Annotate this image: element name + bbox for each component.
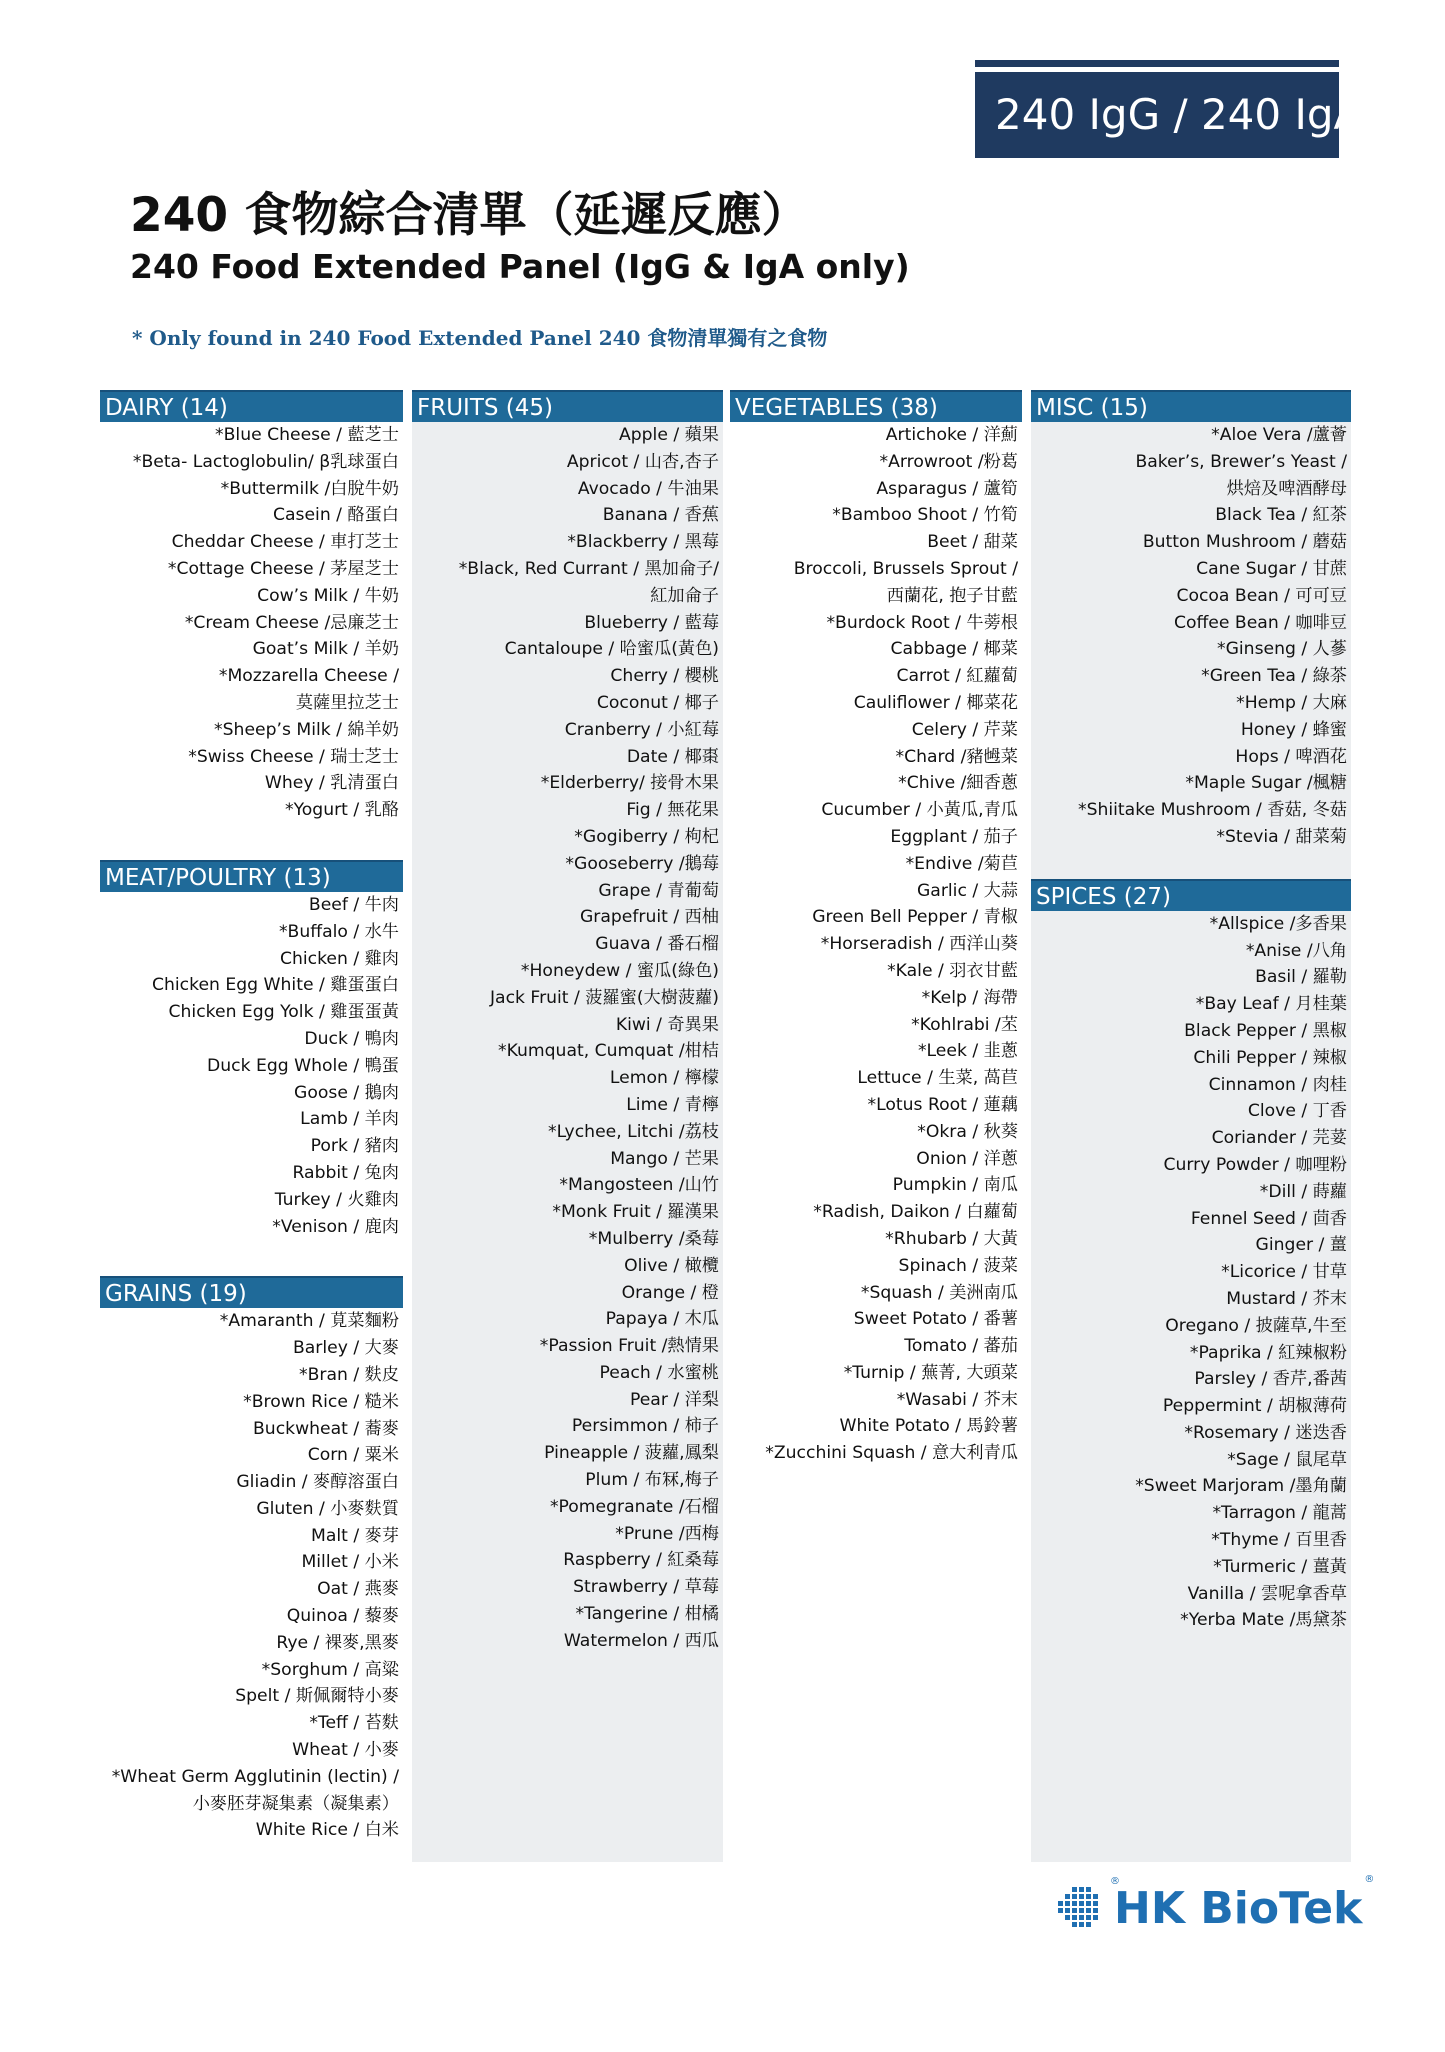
list-item: Goose / 鵝肉 — [294, 1082, 399, 1103]
list-item: Cucumber / 小黃瓜,青瓜 — [821, 800, 1018, 821]
hk-biotek-logo — [1058, 1874, 1375, 1938]
list-item: Black Tea / 紅茶 — [1215, 505, 1347, 526]
list-item: Baker’s, Brewer’s Yeast / — [1135, 451, 1347, 472]
section-header-misc: MISC (15) — [1031, 390, 1351, 422]
list-item: *Prune /西梅 — [615, 1523, 719, 1544]
section-vegetables — [730, 390, 1022, 1467]
list-vegetables — [730, 422, 1022, 1467]
list-item: Turkey / 火雞肉 — [274, 1189, 399, 1210]
list-fruits — [412, 422, 723, 1655]
list-item: *Lotus Root / 蓮藕 — [867, 1094, 1018, 1115]
list-item: *Kohlrabi /苤 — [911, 1014, 1018, 1035]
list-item: Cabbage / 椰菜 — [890, 639, 1018, 660]
list-item: Curry Powder / 咖哩粉 — [1163, 1154, 1347, 1175]
list-item: *Squash / 美洲南瓜 — [860, 1282, 1018, 1303]
list-item: Ginger / 薑 — [1255, 1235, 1347, 1256]
list-item: Fennel Seed / 茴香 — [1190, 1208, 1347, 1229]
list-item: Whey / 乳清蛋白 — [264, 773, 399, 794]
list-item: Eggplant / 茄子 — [890, 826, 1018, 847]
exclusive-note: * Only found in 240 Food Extended Panel 240 食物清單獨有之食物 — [132, 326, 828, 350]
list-item: Peppermint / 胡椒薄荷 — [1162, 1396, 1347, 1417]
list-item: *Allspice /多香果 — [1209, 913, 1347, 934]
list-item: Clove / 丁香 — [1247, 1101, 1347, 1122]
section-misc — [1031, 390, 1351, 851]
list-item: Onion / 洋蔥 — [916, 1148, 1018, 1169]
list-item: *Teff / 苔麩 — [309, 1713, 399, 1734]
list-item: Black Pepper / 黑椒 — [1184, 1020, 1347, 1041]
list-item: Chili Pepper / 辣椒 — [1193, 1047, 1347, 1068]
list-item: Apple / 蘋果 — [618, 425, 719, 445]
list-item: *Cream Cheese /忌廉芝士 — [184, 612, 399, 633]
list-item: Rabbit / 兔肉 — [292, 1162, 399, 1183]
list-item: Cocoa Bean / 可可豆 — [1176, 585, 1347, 606]
list-item: Mustard / 芥末 — [1226, 1288, 1347, 1309]
list-item: Cheddar Cheese / 車打芝士 — [171, 532, 399, 553]
list-item: *Gogiberry / 枸杞 — [574, 826, 719, 847]
list-meat — [100, 892, 403, 1240]
list-item: *Passion Fruit /熱情果 — [539, 1336, 719, 1357]
list-item: 小麥胚芽凝集素（凝集素） — [192, 1793, 399, 1814]
list-item: Wheat / 小麥 — [292, 1740, 399, 1761]
list-item: Duck / 鴨肉 — [304, 1028, 399, 1049]
panel-banner: 240 IgG / 240 IgA — [975, 72, 1339, 158]
list-item: *Wheat Germ Agglutinin (lectin) / — [111, 1766, 399, 1787]
list-item: Orange / 橙 — [621, 1282, 719, 1303]
list-item: Green Bell Pepper / 青椒 — [812, 907, 1018, 928]
list-item: *Mulberry /桑莓 — [588, 1228, 719, 1249]
list-item: Persimmon / 柿子 — [571, 1416, 719, 1437]
list-item: *Buttermilk /白脫牛奶 — [220, 478, 399, 499]
list-item: *Kale / 羽衣甘藍 — [887, 960, 1018, 981]
list-item: *Cottage Cheese / 茅屋芝士 — [167, 558, 399, 579]
list-item: Quinoa / 藜麥 — [286, 1606, 399, 1627]
list-item: Pork / 豬肉 — [310, 1136, 399, 1157]
list-item: Raspberry / 紅桑莓 — [563, 1550, 719, 1571]
list-item: Chicken Egg Yolk / 雞蛋蛋黃 — [168, 1002, 399, 1023]
column-3 — [730, 390, 1022, 1467]
list-item: Artichoke / 洋薊 — [885, 425, 1018, 445]
list-item: *Rosemary / 迷迭香 — [1184, 1422, 1347, 1443]
list-item: Vanilla / 雲呢拿香草 — [1187, 1583, 1347, 1604]
list-item: Gluten / 小麥麩質 — [256, 1498, 399, 1519]
list-item: 西蘭花, 抱子甘藍 — [886, 585, 1018, 606]
list-item: *Sorghum / 高粱 — [261, 1659, 399, 1680]
list-item: Cantaloupe / 哈蜜瓜(黃色) — [504, 639, 719, 660]
list-item: Fig / 無花果 — [626, 800, 719, 821]
list-item: Cauliflower / 椰菜花 — [853, 692, 1018, 713]
list-item: *Elderberry/ 接骨木果 — [540, 773, 719, 794]
section-dairy — [100, 390, 403, 824]
list-item: Spinach / 菠菜 — [898, 1255, 1018, 1276]
list-item: *Gooseberry /鵝莓 — [565, 853, 719, 874]
list-item: Barley / 大麥 — [292, 1338, 399, 1359]
logo-text-registered: ® — [1364, 1874, 1375, 1885]
list-item: *Swiss Cheese / 瑞士芝士 — [188, 746, 399, 767]
list-item: Banana / 香蕉 — [602, 505, 719, 526]
list-item: *Bran / 麩皮 — [299, 1364, 399, 1385]
list-item: Blueberry / 藍莓 — [584, 612, 719, 633]
section-spices — [1031, 879, 1351, 1635]
column-4 — [1031, 390, 1351, 1862]
list-item: Cinnamon / 肉桂 — [1208, 1074, 1347, 1095]
list-item: Cow’s Milk / 牛奶 — [257, 585, 399, 606]
list-item: *Blue Cheese / 藍芝士 — [215, 425, 399, 445]
list-item: Button Mushroom / 蘑菇 — [1142, 532, 1347, 553]
list-item: *Hemp / 大麻 — [1236, 692, 1347, 713]
list-item: Buckwheat / 蕎麥 — [253, 1418, 399, 1439]
list-item: *Rhubarb / 大黃 — [885, 1228, 1018, 1249]
section-grains — [100, 1276, 403, 1844]
list-item: Malt / 麥芽 — [311, 1525, 399, 1546]
list-item: Mango / 芒果 — [610, 1148, 719, 1169]
list-item: *Bay Leaf / 月桂葉 — [1195, 994, 1347, 1015]
list-item: Plum / 布冧,梅子 — [585, 1470, 719, 1491]
list-item: Casein / 酪蛋白 — [272, 505, 399, 526]
list-item: *Yogurt / 乳酪 — [284, 800, 399, 821]
list-item: *Lychee, Litchi /荔枝 — [547, 1121, 719, 1142]
list-item: *Black, Red Currant / 黑加侖子/ — [458, 558, 719, 579]
list-item: *Turmeric / 薑黃 — [1213, 1556, 1347, 1577]
list-item: *Dill / 蒔蘿 — [1259, 1181, 1347, 1202]
list-item: 莫薩里拉芝士 — [295, 692, 399, 713]
list-item: Jack Fruit / 菠羅蜜(大樹菠蘿) — [489, 987, 719, 1008]
list-item: *Stevia / 甜菜菊 — [1216, 826, 1347, 847]
list-item: Peach / 水蜜桃 — [599, 1362, 719, 1383]
list-item: *Burdock Root / 牛蒡根 — [826, 612, 1018, 633]
list-item: Coconut / 椰子 — [596, 692, 719, 713]
list-item: Kiwi / 奇異果 — [615, 1014, 719, 1035]
list-item: Millet / 小米 — [301, 1552, 399, 1573]
section-header-vegetables: VEGETABLES (38) — [730, 390, 1022, 422]
list-item: *Radish, Daikon / 白蘿蔔 — [813, 1202, 1018, 1223]
section-header-meat: MEAT/POULTRY (13) — [100, 860, 403, 892]
list-item: *Thyme / 百里香 — [1211, 1530, 1347, 1551]
list-item: Chicken Egg White / 雞蛋蛋白 — [152, 975, 399, 996]
list-item: Garlic / 大蒜 — [916, 880, 1018, 901]
list-item: Corn / 粟米 — [307, 1445, 399, 1466]
list-item: *Mozzarella Cheese / — [218, 666, 399, 687]
list-item: *Green Tea / 綠茶 — [1201, 666, 1347, 687]
list-item: *Tangerine / 柑橘 — [575, 1604, 719, 1625]
list-item: Honey / 蜂蜜 — [1240, 719, 1347, 740]
list-item: Coriander / 芫荽 — [1211, 1128, 1347, 1149]
list-item: *Anise /八角 — [1245, 940, 1347, 961]
list-item: *Licorice / 甘草 — [1221, 1262, 1347, 1283]
column-2 — [412, 390, 723, 1862]
section-fruits — [412, 390, 723, 1655]
list-item: Lemon / 檸檬 — [609, 1068, 719, 1089]
list-item: *Kelp / 海帶 — [921, 987, 1018, 1008]
page-title-english: 240 Food Extended Panel (IgG & IgA only) — [130, 247, 910, 286]
list-item: *Aloe Vera /蘆薈 — [1211, 425, 1347, 445]
section-meat — [100, 860, 403, 1240]
list-item: *Wasabi / 芥末 — [896, 1389, 1018, 1410]
list-item: Grapefruit / 西柚 — [579, 907, 719, 928]
list-item: *Bamboo Shoot / 竹筍 — [832, 505, 1018, 526]
list-item: Sweet Potato / 番薯 — [853, 1309, 1018, 1330]
list-item: Asparagus / 蘆筍 — [876, 478, 1018, 499]
list-item: *Endive /菊苣 — [905, 853, 1018, 874]
list-item: White Potato / 馬鈴薯 — [839, 1416, 1018, 1437]
list-item: Cranberry / 小紅莓 — [564, 719, 719, 740]
list-item: *Buffalo / 水牛 — [278, 921, 399, 942]
list-item: Pear / 洋梨 — [629, 1389, 719, 1410]
list-item: Lamb / 羊肉 — [300, 1109, 399, 1130]
list-item: *Beta- Lactoglobulin/ β乳球蛋白 — [132, 451, 399, 472]
logo-mark-registered: ® — [1110, 1876, 1120, 1887]
list-item: 烘焙及啤酒酵母 — [1226, 478, 1347, 499]
list-item: *Turnip / 蕪菁, 大頭菜 — [843, 1362, 1018, 1383]
biotek-dots-icon — [1058, 1885, 1104, 1931]
list-item: Oat / 燕麥 — [317, 1579, 399, 1600]
list-item: *Leek / 韭蔥 — [917, 1041, 1018, 1062]
list-item: *Venison / 鹿肉 — [272, 1216, 399, 1237]
section-header-fruits: FRUITS (45) — [412, 390, 723, 422]
list-spices — [1031, 911, 1351, 1635]
list-item: *Kumquat, Cumquat /柑桔 — [498, 1041, 719, 1062]
list-item: *Pomegranate /石榴 — [549, 1496, 719, 1517]
list-item: Tomato / 蕃茄 — [904, 1336, 1018, 1357]
list-item: Spelt / 斯佩爾特小麥 — [235, 1686, 399, 1707]
list-item: Celery / 芹菜 — [911, 719, 1018, 740]
list-item: White Rice / 白米 — [255, 1820, 399, 1841]
list-item: Pineapple / 菠蘿,鳳梨 — [544, 1443, 719, 1464]
section-header-grains: GRAINS (19) — [100, 1276, 403, 1308]
list-item: *Horseradish / 西洋山葵 — [820, 934, 1018, 955]
list-item: Cane Sugar / 甘蔗 — [1196, 558, 1347, 579]
list-item: Cherry / 櫻桃 — [610, 666, 719, 687]
list-item: Goat’s Milk / 羊奶 — [252, 639, 399, 660]
list-item: *Arrowroot /粉葛 — [879, 451, 1018, 472]
list-item: Gliadin / 麥醇溶蛋白 — [236, 1472, 399, 1493]
column-1 — [100, 390, 403, 1844]
list-misc — [1031, 422, 1351, 851]
list-item: *Ginseng / 人蔘 — [1216, 639, 1347, 660]
list-item: Avocado / 牛油果 — [577, 478, 719, 499]
list-item: Olive / 橄欖 — [624, 1255, 719, 1276]
list-item: *Sweet Marjoram /墨角蘭 — [1135, 1476, 1347, 1497]
list-item: Beef / 牛肉 — [308, 894, 399, 915]
list-item: Rye / 裸麥,黑麥 — [276, 1632, 399, 1653]
list-item: Lettuce / 生菜, 萵苣 — [857, 1068, 1018, 1089]
logo-text: HK BioTek — [1114, 1882, 1363, 1934]
list-item: *Amaranth / 莧菜麵粉 — [219, 1311, 399, 1332]
list-item: *Honeydew / 蜜瓜(綠色) — [520, 960, 719, 981]
list-item: *Monk Fruit / 羅漢果 — [552, 1202, 719, 1223]
list-item: *Brown Rice / 糙米 — [243, 1391, 399, 1412]
list-item: Apricot / 山杏,杏子 — [566, 451, 719, 472]
list-item: Watermelon / 西瓜 — [563, 1630, 719, 1651]
list-item: *Paprika / 紅辣椒粉 — [1189, 1342, 1347, 1363]
list-item: *Chard /豬乸菜 — [895, 746, 1018, 767]
list-item: Coffee Bean / 咖啡豆 — [1173, 612, 1347, 633]
list-item: Oregano / 披薩草,牛至 — [1165, 1315, 1347, 1336]
list-item: Lime / 青檸 — [626, 1094, 719, 1115]
list-item: *Maple Sugar /楓糖 — [1185, 773, 1347, 794]
section-header-dairy: DAIRY (14) — [100, 390, 403, 422]
list-item: Parsley / 香芹,番茜 — [1194, 1369, 1347, 1390]
list-item: Duck Egg Whole / 鴨蛋 — [207, 1055, 399, 1076]
list-item: 紅加侖子 — [650, 585, 719, 606]
list-item: Date / 椰棗 — [626, 746, 719, 767]
list-item: Basil / 羅勒 — [1255, 967, 1347, 988]
list-item: *Tarragon / 龍蒿 — [1212, 1503, 1347, 1524]
list-item: *Mangosteen /山竹 — [559, 1175, 719, 1196]
list-item: Beet / 甜菜 — [927, 532, 1018, 553]
banner-rule — [975, 60, 1339, 67]
list-item: *Zucchini Squash / 意大利青瓜 — [765, 1443, 1018, 1464]
list-item: Papaya / 木瓜 — [605, 1309, 719, 1330]
list-item: Pumpkin / 南瓜 — [892, 1175, 1018, 1196]
list-item: Guava / 番石榴 — [595, 934, 719, 955]
list-item: Grape / 青葡萄 — [598, 880, 719, 901]
list-item: *Sheep’s Milk / 綿羊奶 — [214, 719, 399, 740]
list-item: *Sage / 鼠尾草 — [1227, 1449, 1347, 1470]
section-header-spices: SPICES (27) — [1031, 879, 1351, 911]
list-item: *Blackberry / 黑莓 — [567, 532, 719, 553]
list-dairy — [100, 422, 403, 824]
list-grains — [100, 1308, 403, 1844]
list-item: Broccoli, Brussels Sprout / — [793, 558, 1018, 579]
list-item: Strawberry / 草莓 — [573, 1577, 719, 1598]
list-item: *Yerba Mate /馬黛茶 — [1180, 1610, 1347, 1631]
list-item: *Shiitake Mushroom / 香菇, 冬菇 — [1077, 800, 1347, 821]
list-item: *Okra / 秋葵 — [917, 1121, 1018, 1142]
list-item: Chicken / 雞肉 — [279, 948, 399, 969]
list-item: Carrot / 紅蘿蔔 — [896, 666, 1018, 687]
page-title-chinese: 240 食物綜合清單（延遲反應） — [130, 188, 809, 243]
list-item: Hops / 啤酒花 — [1235, 746, 1347, 767]
list-item: *Chive /細香蔥 — [898, 773, 1018, 794]
